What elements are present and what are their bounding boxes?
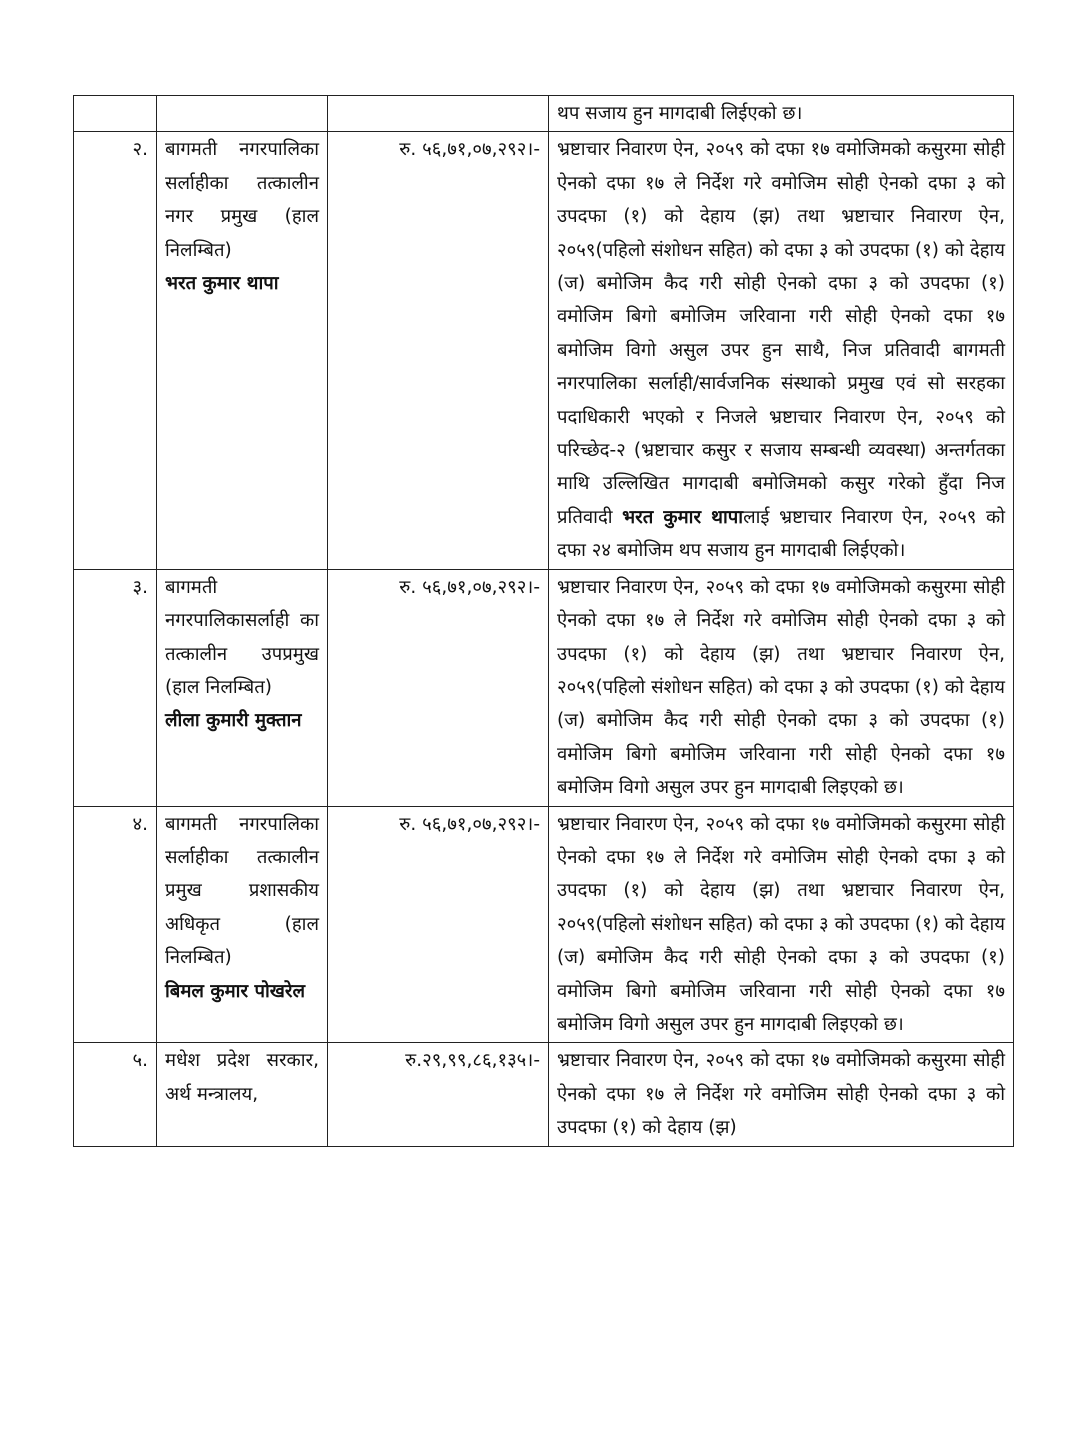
claim-text: भ्रष्टाचार निवारण ऐन, २०५९ को दफा १७ वमोजिमको कसुरमा सोही ऐनको दफा १७ ले निर्देश गरे वमोजिम सोही ऐनको दफा ३ को उपदफा (१) को देहाय (झ) तथा भ्रष्टाचार निवारण ऐन, २०५९(पहिलो संशोधन सहित) को दफा ३ को उपदफा (१) को देहाय (ज) बमोजिम कैद गरी सोही ऐनको दफा ३ को उपदफा (१) वमोजिम बिगो बमोजिम जरिवाना गरी सोही ऐनको दफा १७ बमोजिम विगो असुल उपर हुन मागदाबी लिइएको छ। (549, 569, 1014, 806)
claim-amount: रु.२९,९९,८६,१३५।- (328, 1043, 549, 1146)
claim-text-part: लाई भ्रष्टाचार निवारण ऐन, २०५९ को दफा २४ बमोजिम थप सजाय हुन मागदाबी लिईएको। (557, 506, 1006, 562)
claim-defendant-name: भरत कुमार थापा (622, 506, 744, 528)
claim-text: थप सजाय हुन मागदाबी लिईएको छ। (549, 96, 1014, 132)
defendant-cell (157, 806, 328, 1043)
row-number: ३. (74, 569, 157, 806)
defendant-position: बागमती नगरपालिकासर्लाही का तत्कालीन उपप्रमुख (हाल निलम्बित) (165, 576, 319, 698)
claim-text: भ्रष्टाचार निवारण ऐन, २०५९ को दफा १७ वमोजिमको कसुरमा सोही ऐनको दफा १७ ले निर्देश गरे वमोजिम सोही ऐनको दफा ३ को उपदफा (१) को देहाय (झ) तथा भ्रष्टाचार निवारण ऐन, २०५९(पहिलो संशोधन सहित) को दफा ३ को उपदफा (१) को देहाय (ज) बमोजिम कैद गरी सोही ऐनको दफा ३ को उपदफा (१) वमोजिम बिगो बमोजिम जरिवाना गरी सोही ऐनको दफा १७ बमोजिम विगो असुल उपर हुन मागदाबी लिइएको छ। (549, 806, 1014, 1043)
table-row (74, 569, 1014, 806)
defendant-position: बागमती नगरपालिका सर्लाहीका तत्कालीन नगर प्रमुख (हाल निलम्बित) (165, 139, 319, 261)
defendant-name: भरत कुमार थापा (165, 273, 279, 295)
defendant-position: मधेश प्रदेश सरकार, अर्थ मन्त्रालय, (165, 1050, 319, 1105)
claim-amount: रु. ५६,७१,०७,२९२।- (328, 132, 549, 569)
defendant-position: बागमती नगरपालिका सर्लाहीका तत्कालीन प्रमुख प्रशासकीय अधिकृत (हाल निलम्बित) (165, 813, 319, 969)
defendant-name: लीला कुमारी मुक्तान (165, 710, 302, 732)
row-number (74, 96, 157, 132)
table-row (74, 96, 1014, 132)
claim-amount (328, 96, 549, 132)
claim-amount: रु. ५६,७१,०७,२९२।- (328, 569, 549, 806)
row-number: २. (74, 132, 157, 569)
defendant-cell (157, 1043, 328, 1146)
claim-text: भ्रष्टाचार निवारण ऐन, २०५९ को दफा १७ वमोजिमको कसुरमा सोही ऐनको दफा १७ ले निर्देश गरे वमोजिम सोही ऐनको दफा ३ को उपदफा (१) को देहाय (झ) (549, 1043, 1014, 1146)
table-row (74, 132, 1014, 569)
table-row (74, 1043, 1014, 1146)
table-row (74, 806, 1014, 1043)
defendant-name: बिमल कुमार पोखरेल (165, 980, 306, 1002)
charge-table (73, 95, 1014, 1147)
defendant-cell (157, 569, 328, 806)
claim-text-part: भ्रष्टाचार निवारण ऐन, २०५९ को दफा १७ वमोजिमको कसुरमा सोही ऐनको दफा १७ ले निर्देश गरे वमोजिम सोही ऐनको दफा ३ को उपदफा (१) को देहाय (झ) तथा भ्रष्टाचार निवारण ऐन, २०५९(पहिलो संशोधन सहित) को दफा ३ को उपदफा (१) को देहाय (ज) बमोजिम कैद गरी सोही ऐनको दफा ३ को उपदफा (१) वमोजिम बिगो बमोजिम जरिवाना गरी सोही ऐनको दफा १७ बमोजिम विगो असुल उपर हुन साथै, निज प्रतिवादी बागमती नगरपालिका सर्लाही/सार्वजनिक संस्थाको प्रमुख एवं सो सरहका पदाधिकारी भएको र निजले भ्रष्टाचार निवारण ऐन, २०५९ को परिच्छेद-२ (भ्रष्टाचार कसुर र सजाय सम्बन्धी व्यवस्था) अन्तर्गतका माथि उल्लिखित मागदाबी बमोजिमको कसुर गरेको हुँदा निज प्रतिवादी (557, 139, 1006, 528)
defendant-cell (157, 132, 328, 569)
row-number: ५. (74, 1043, 157, 1146)
defendant-cell (157, 96, 328, 132)
claim-text (549, 132, 1014, 569)
claim-amount: रु. ५६,७१,०७,२९२।- (328, 806, 549, 1043)
row-number: ४. (74, 806, 157, 1043)
